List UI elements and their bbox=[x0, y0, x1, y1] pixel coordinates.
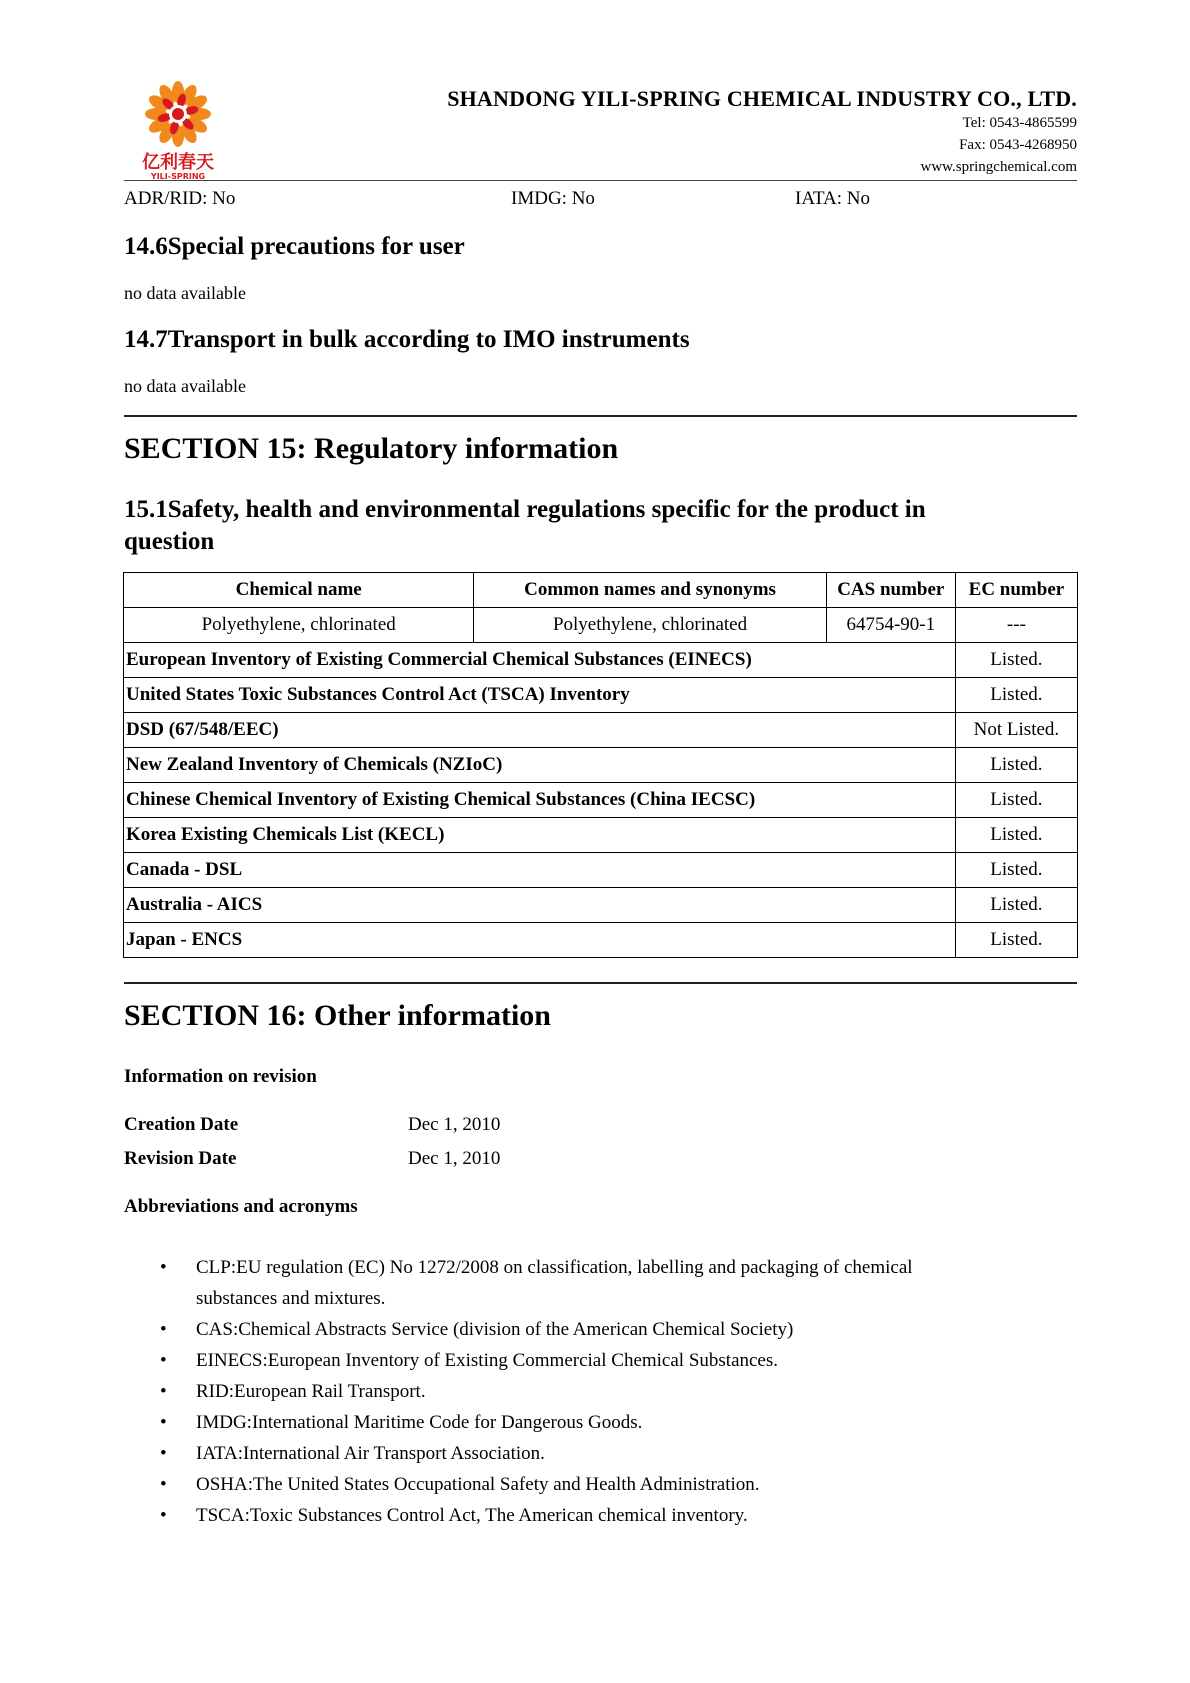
bullet-icon: • bbox=[160, 1505, 167, 1526]
header-chemical-name: Chemical name bbox=[124, 573, 474, 608]
list-item: • TSCA:Toxic Substances Control Act, The American chemical inventory. bbox=[124, 1500, 1024, 1531]
inventory-name: United States Toxic Substances Control Act (TSCA) Inventory bbox=[124, 678, 956, 713]
section-divider bbox=[124, 415, 1077, 417]
imdg-value: IMDG: No bbox=[511, 188, 595, 209]
cell-chemical-name: Polyethylene, chlorinated bbox=[124, 608, 474, 643]
list-item: • EINECS:European Inventory of Existing Commercial Chemical Substances. bbox=[124, 1345, 1024, 1376]
cell-cas-number: 64754-90-1 bbox=[826, 608, 955, 643]
company-info bbox=[447, 86, 1077, 178]
inventory-status: Listed. bbox=[955, 643, 1077, 678]
table-row bbox=[124, 643, 1078, 678]
text-14-7: no data available bbox=[124, 376, 246, 396]
company-tel: Tel: 0543-4865599 bbox=[962, 115, 1077, 131]
heading-14-6: 14.6Special precautions for user bbox=[124, 233, 465, 260]
inventory-status: Listed. bbox=[955, 678, 1077, 713]
header-ec-number: EC number bbox=[955, 573, 1077, 608]
table-row bbox=[124, 923, 1078, 958]
revision-date-value: Dec 1, 2010 bbox=[408, 1148, 501, 1169]
section-16-title: SECTION 16: Other information bbox=[124, 999, 551, 1032]
list-item: • RID:European Rail Transport. bbox=[124, 1376, 1024, 1407]
table-row bbox=[124, 818, 1078, 853]
list-item: • CLP:EU regulation (EC) No 1272/2008 on classification, labelling and packaging of chemical bbox=[124, 1252, 1024, 1283]
abbreviations-heading: Abbreviations and acronyms bbox=[124, 1196, 358, 1217]
list-item: • OSHA:The United States Occupational Safety and Health Administration. bbox=[124, 1469, 1024, 1500]
inventory-name: Canada - DSL bbox=[124, 853, 956, 888]
inventory-status: Not Listed. bbox=[955, 713, 1077, 748]
regulatory-table bbox=[123, 572, 1078, 958]
text-14-6: no data available bbox=[124, 283, 246, 303]
table-row bbox=[124, 713, 1078, 748]
inventory-name: Korea Existing Chemicals List (KECL) bbox=[124, 818, 956, 853]
svg-text:YILI-SPRING: YILI-SPRING bbox=[150, 172, 206, 181]
inventory-status: Listed. bbox=[955, 888, 1077, 923]
list-item: • IATA:International Air Transport Association. bbox=[124, 1438, 1024, 1469]
inventory-status: Listed. bbox=[955, 783, 1077, 818]
company-logo bbox=[138, 78, 218, 182]
cell-common-names: Polyethylene, chlorinated bbox=[474, 608, 826, 643]
transport-classification-row bbox=[124, 188, 1077, 212]
bullet-icon: • bbox=[160, 1443, 167, 1464]
adr-rid-value: ADR/RID: No bbox=[124, 188, 236, 209]
list-item-continuation: substances and mixtures. bbox=[196, 1288, 386, 1309]
bullet-icon: • bbox=[160, 1381, 167, 1402]
table-row bbox=[124, 783, 1078, 818]
inventory-name: European Inventory of Existing Commercial Chemical Substances (EINECS) bbox=[124, 643, 956, 678]
inventory-name: Chinese Chemical Inventory of Existing Chemical Substances (China IECSC) bbox=[124, 783, 956, 818]
inventory-status: Listed. bbox=[955, 853, 1077, 888]
table-header-row bbox=[124, 573, 1078, 608]
table-row bbox=[124, 678, 1078, 713]
list-item: • IMDG:International Maritime Code for Dangerous Goods. bbox=[124, 1407, 1024, 1438]
bullet-icon: • bbox=[160, 1257, 167, 1278]
svg-text:亿利春天: 亿利春天 bbox=[142, 152, 214, 173]
company-website: www.springchemical.com bbox=[920, 159, 1077, 175]
bullet-icon: • bbox=[160, 1319, 167, 1340]
table-row bbox=[124, 888, 1078, 923]
bullet-icon: • bbox=[160, 1350, 167, 1371]
bullet-icon: • bbox=[160, 1412, 167, 1433]
inventory-name: DSD (67/548/EEC) bbox=[124, 713, 956, 748]
heading-14-7: 14.7Transport in bulk according to IMO instruments bbox=[124, 326, 690, 353]
cell-ec-number: --- bbox=[955, 608, 1077, 643]
heading-15-1-line1: 15.1Safety, health and environmental regulations specific for the product in bbox=[124, 496, 926, 523]
header-common-names: Common names and synonyms bbox=[474, 573, 826, 608]
iata-value: IATA: No bbox=[795, 188, 870, 209]
section-divider bbox=[124, 982, 1077, 984]
table-row bbox=[124, 748, 1078, 783]
list-item: • CAS:Chemical Abstracts Service (division of the American Chemical Society) bbox=[124, 1314, 1024, 1345]
header-divider bbox=[124, 180, 1077, 181]
bullet-icon: • bbox=[160, 1474, 167, 1495]
creation-date-label: Creation Date bbox=[124, 1114, 239, 1135]
inventory-name: Japan - ENCS bbox=[124, 923, 956, 958]
company-name: SHANDONG YILI-SPRING CHEMICAL INDUSTRY CO., LTD. bbox=[447, 86, 1077, 111]
company-fax: Fax: 0543-4268950 bbox=[959, 137, 1077, 153]
revision-date-label: Revision Date bbox=[124, 1148, 237, 1169]
abbreviations-list bbox=[124, 1252, 1024, 1531]
inventory-status: Listed. bbox=[955, 923, 1077, 958]
creation-date-value: Dec 1, 2010 bbox=[408, 1114, 501, 1135]
inventory-status: Listed. bbox=[955, 818, 1077, 853]
inventory-name: New Zealand Inventory of Chemicals (NZIoC) bbox=[124, 748, 956, 783]
table-row bbox=[124, 853, 1078, 888]
sunflower-logo-icon bbox=[138, 78, 218, 182]
inventory-status: Listed. bbox=[955, 748, 1077, 783]
revision-heading: Information on revision bbox=[124, 1066, 317, 1087]
inventory-name: Australia - AICS bbox=[124, 888, 956, 923]
table-row bbox=[124, 608, 1078, 643]
section-15-title: SECTION 15: Regulatory information bbox=[124, 432, 619, 465]
header-cas-number: CAS number bbox=[826, 573, 955, 608]
heading-15-1-line2: question bbox=[124, 528, 215, 555]
